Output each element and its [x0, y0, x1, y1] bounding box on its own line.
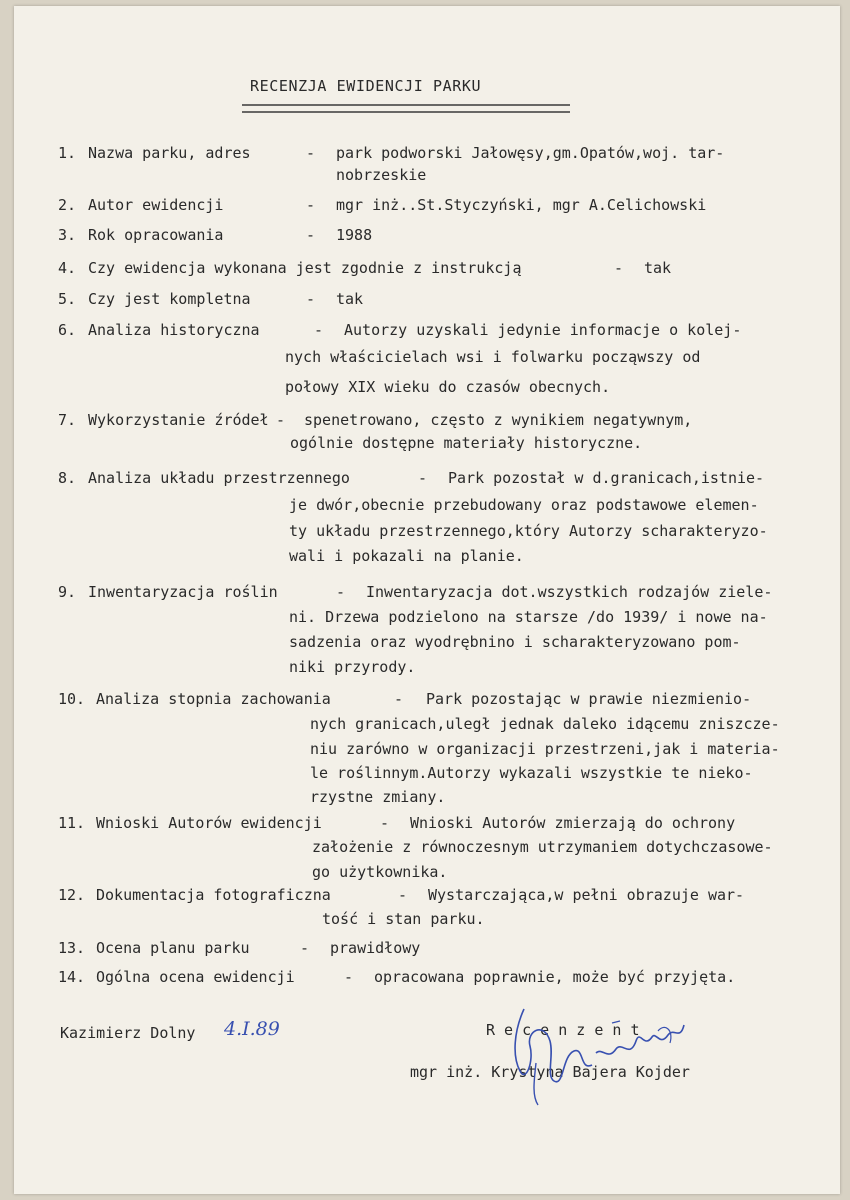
item-text-line: Wystarczająca,w pełni obrazuje war- [428, 886, 745, 904]
item-number: 7. [58, 411, 77, 429]
item-label: Inwentaryzacja roślin [88, 583, 278, 601]
item-number: 13. [58, 939, 86, 957]
item-text-line: Inwentaryzacja dot.wszystkich rodzajów ziele- [366, 583, 773, 601]
reviewer-name: mgr inż. Krystyna Bajera Kojder [410, 1063, 690, 1081]
item-number: 12. [58, 886, 86, 904]
item-label: Wnioski Autorów ewidencji [96, 814, 322, 832]
item-separator: - [306, 144, 316, 162]
item-label: Nazwa parku, adres [88, 144, 251, 162]
item-label: Wykorzystanie źródeł [88, 411, 269, 429]
item-separator: - [380, 814, 390, 832]
document-title: RECENZJA EWIDENCJI PARKU [250, 77, 482, 95]
item-text-line: połowy XIX wieku do czasów obecnych. [285, 378, 611, 396]
item-number: 2. [58, 196, 77, 214]
title-underline [242, 104, 570, 113]
item-label: Analiza historyczna [88, 321, 260, 339]
item-separator: - [344, 968, 354, 986]
item-label: Autor ewidencji [88, 196, 224, 214]
signature-icon [484, 1001, 724, 1111]
item-text-line: rzystne zmiany. [310, 788, 446, 806]
item-separator: - [306, 226, 316, 244]
item-text-line: Park pozostał w d.granicach,istnie- [448, 469, 765, 487]
item-number: 11. [58, 814, 86, 832]
item-text-line: je dwór,obecnie przebudowany oraz podstawowe elemen- [289, 496, 759, 514]
item-text-line: wali i pokazali na planie. [289, 547, 524, 565]
item-label: Czy ewidencja wykonana jest zgodnie z instrukcją [88, 259, 522, 277]
item-text-line: tak [644, 259, 672, 277]
item-text-line: nobrzeskie [336, 166, 427, 184]
item-label: Analiza stopnia zachowania [96, 690, 331, 708]
item-label: Ocena planu parku [96, 939, 250, 957]
item-separator: - [314, 321, 324, 339]
item-separator: - [394, 690, 404, 708]
item-separator: - [614, 259, 624, 277]
item-text-line: prawidłowy [330, 939, 421, 957]
document-page [14, 6, 840, 1194]
item-text-line: niu zarówno w organizacji przestrzeni,jak i materia- [310, 740, 780, 758]
item-text-line: nych granicach,uległ jednak daleko idącemu zniszcze- [310, 715, 780, 733]
item-text-line: Park pozostając w prawie niezmienio- [426, 690, 752, 708]
item-text-line: tak [336, 290, 364, 308]
item-separator: - [398, 886, 408, 904]
item-text-line: niki przyrody. [289, 658, 416, 676]
item-text-line: ty układu przestrzennego,który Autorzy scharakteryzo- [289, 522, 768, 540]
place-name: Kazimierz Dolny [60, 1024, 196, 1042]
item-text-line: ni. Drzewa podzielono na starsze /do 1939/ i nowe na- [289, 608, 768, 626]
item-number: 14. [58, 968, 86, 986]
item-text-line: go użytkownika. [312, 863, 448, 881]
item-text-line: sadzenia oraz wyodrębnino i scharakteryzowano pom- [289, 633, 741, 651]
item-separator: - [336, 583, 346, 601]
item-label: Czy jest kompletna [88, 290, 251, 308]
item-label: Ogólna ocena ewidencji [96, 968, 295, 986]
item-text-line: 1988 [336, 226, 373, 244]
item-number: 3. [58, 226, 77, 244]
item-text-line: nych właścicielach wsi i folwarku począwszy od [285, 348, 701, 366]
item-text-line: le roślinnym.Autorzy wykazali wszystkie te nieko- [310, 764, 753, 782]
item-separator: - [306, 196, 316, 214]
item-number: 9. [58, 583, 77, 601]
item-number: 8. [58, 469, 77, 487]
item-text-line: ogólnie dostępne materiały historyczne. [290, 434, 643, 452]
item-number: 6. [58, 321, 77, 339]
item-separator: - [300, 939, 310, 957]
reviewer-label: R e c e n z e n t [486, 1021, 640, 1039]
item-separator: - [276, 411, 286, 429]
item-number: 1. [58, 144, 77, 162]
item-number: 10. [58, 690, 86, 708]
item-text-line: mgr inż..St.Styczyński, mgr A.Celichowski [336, 196, 707, 214]
item-text-line: Autorzy uzyskali jedynie informacje o kolej- [344, 321, 742, 339]
item-separator: - [418, 469, 428, 487]
item-text-line: park podworski Jałowęsy,gm.Opatów,woj. tar- [336, 144, 725, 162]
item-label: Dokumentacja fotograficzna [96, 886, 331, 904]
item-label: Rok opracowania [88, 226, 224, 244]
item-label: Analiza układu przestrzennego [88, 469, 350, 487]
item-text-line: tość i stan parku. [322, 910, 485, 928]
item-number: 5. [58, 290, 77, 308]
item-text-line: opracowana poprawnie, może być przyjęta. [374, 968, 736, 986]
item-text-line: Wnioski Autorów zmierzają do ochrony [410, 814, 736, 832]
item-text-line: spenetrowano, często z wynikiem negatywnym, [304, 411, 693, 429]
item-text-line: założenie z równoczesnym utrzymaniem dotychczasowe- [312, 838, 773, 856]
item-number: 4. [58, 259, 77, 277]
item-separator: - [306, 290, 316, 308]
handwritten-date: 4.I.89 [224, 1018, 280, 1040]
